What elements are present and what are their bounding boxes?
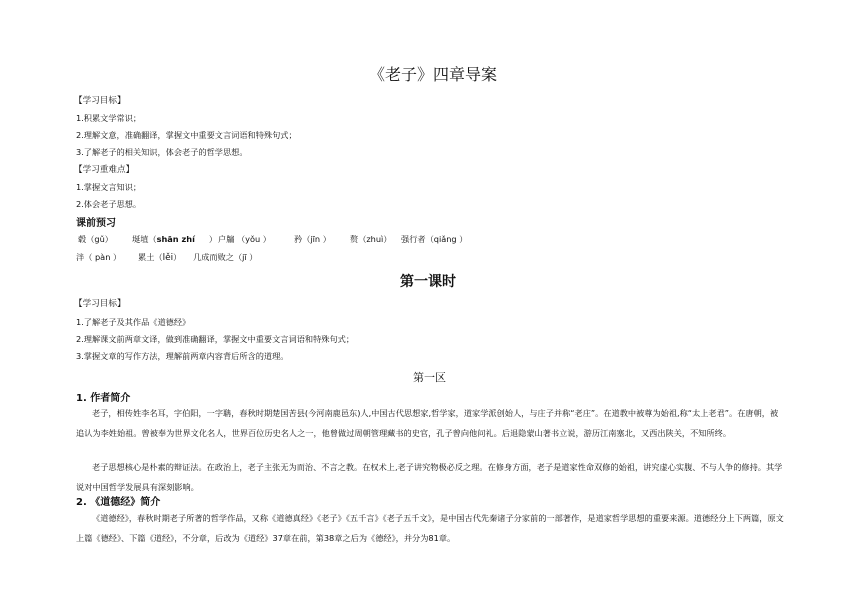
- key-point-2: 2.体会老子思想。: [76, 199, 142, 209]
- key-point-1: 1.掌握文言知识；: [76, 182, 142, 192]
- author-paragraph-2: 老子思想核心是朴素的辩证法。在政治上，老子主张无为而治、不言之教。在权术上,老子讲究物极必反之理。在修身方面，老子是道家性命双修的始祖，讲究虚心实腹、不与人争的修持。其学说对中国哲学发展具有深刻影响。: [76, 462, 783, 492]
- objective-2: 2.理解文意，准确翻译，掌握文中重要文言词语和特殊句式；: [76, 130, 297, 140]
- daodejing-paragraph: 《道德经》，春秋时期老子所著的哲学作品，又称《道德真经》《老子》《五千言》《老子五千文》，是中国古代先秦诸子分家前的一部著作，是道家哲学思想的重要来源。道德经分上下两篇，原文上篇《德经》、下篇《道经》，不分章，后改为《道经》37章在前，第38章之后为《德经》，并分为81章。: [76, 513, 784, 543]
- preview-shanzhi-pinyin: shān zhí: [156, 234, 195, 244]
- objective-3: 3.了解老子的相关知识，体会老子的哲学思想。: [76, 147, 248, 157]
- lesson-title: 第一课时: [400, 274, 456, 290]
- lesson-objective-3: 3.掌握文章的写作方法，理解前两章内容背后所含的道理。: [76, 351, 289, 361]
- preview-lei-pinyin: lěi: [162, 253, 174, 263]
- author-paragraph-1: 老子，相传姓李名耳，字伯阳，一字聃，春秋时期楚国苦县(今河南鹿邑东)人,中国古代思想家,哲学家，道家学派创始人，与庄子并称“老庄”。在道教中被尊为始祖,称“太上老君”。在唐朝，被追认为李姓始祖。曾被奉为世界文化名人，世界百位历史名人之一，他曾做过周朝管理藏书的史官，孔子曾向他问礼。后退隐蒙山著书立说，游历江南塞北，又西出陕关，不知所终。: [76, 408, 779, 438]
- preview-item-ji: 几成而败之（jī ）: [193, 252, 258, 262]
- preview-item-qiang: 强行者（qiǎng ）: [401, 234, 468, 244]
- preview-item-gu: 毂（gǔ）: [78, 234, 113, 244]
- daodejing-header: 2. 《道德经》简介: [76, 497, 161, 508]
- author-header: 1. 作者简介: [76, 393, 131, 404]
- preview-shanzhi-post: ）: [208, 234, 218, 244]
- preview-shanzhi-pre: 埏埴（: [132, 234, 157, 244]
- doc-title: 《老子》四章导案: [369, 65, 498, 84]
- lesson-objectives-header: 【学习目标】: [74, 299, 126, 309]
- preview-lei-post: ）: [173, 252, 182, 262]
- key-points-header: 【学习重难点】: [74, 165, 135, 175]
- lesson-objective-2: 2.理解课文前两章文译，做到准确翻译，掌握文中重要文言词语和特殊句式；: [76, 334, 355, 344]
- preview-item-jin: 矜（jīn ）: [294, 234, 331, 244]
- preview-lei-pre: 累土（: [138, 252, 163, 262]
- preview-item-pan: 泮（ pàn ）: [76, 252, 122, 262]
- objectives-header: 【学习目标】: [74, 96, 126, 106]
- objective-1: 1.积累文学常识；: [76, 113, 142, 123]
- lesson-objective-1: 1.了解老子及其作品《道德经》: [76, 317, 191, 327]
- preview-header: 课前预习: [76, 218, 116, 229]
- zone-title: 第一区: [413, 371, 446, 384]
- preview-item-lei: [138, 253, 181, 263]
- preview-item-you: 户牖 （yǒu ）: [218, 234, 271, 244]
- preview-item-shanzhi: [132, 235, 217, 243]
- preview-item-zhui: 赘（zhuì）: [350, 234, 392, 244]
